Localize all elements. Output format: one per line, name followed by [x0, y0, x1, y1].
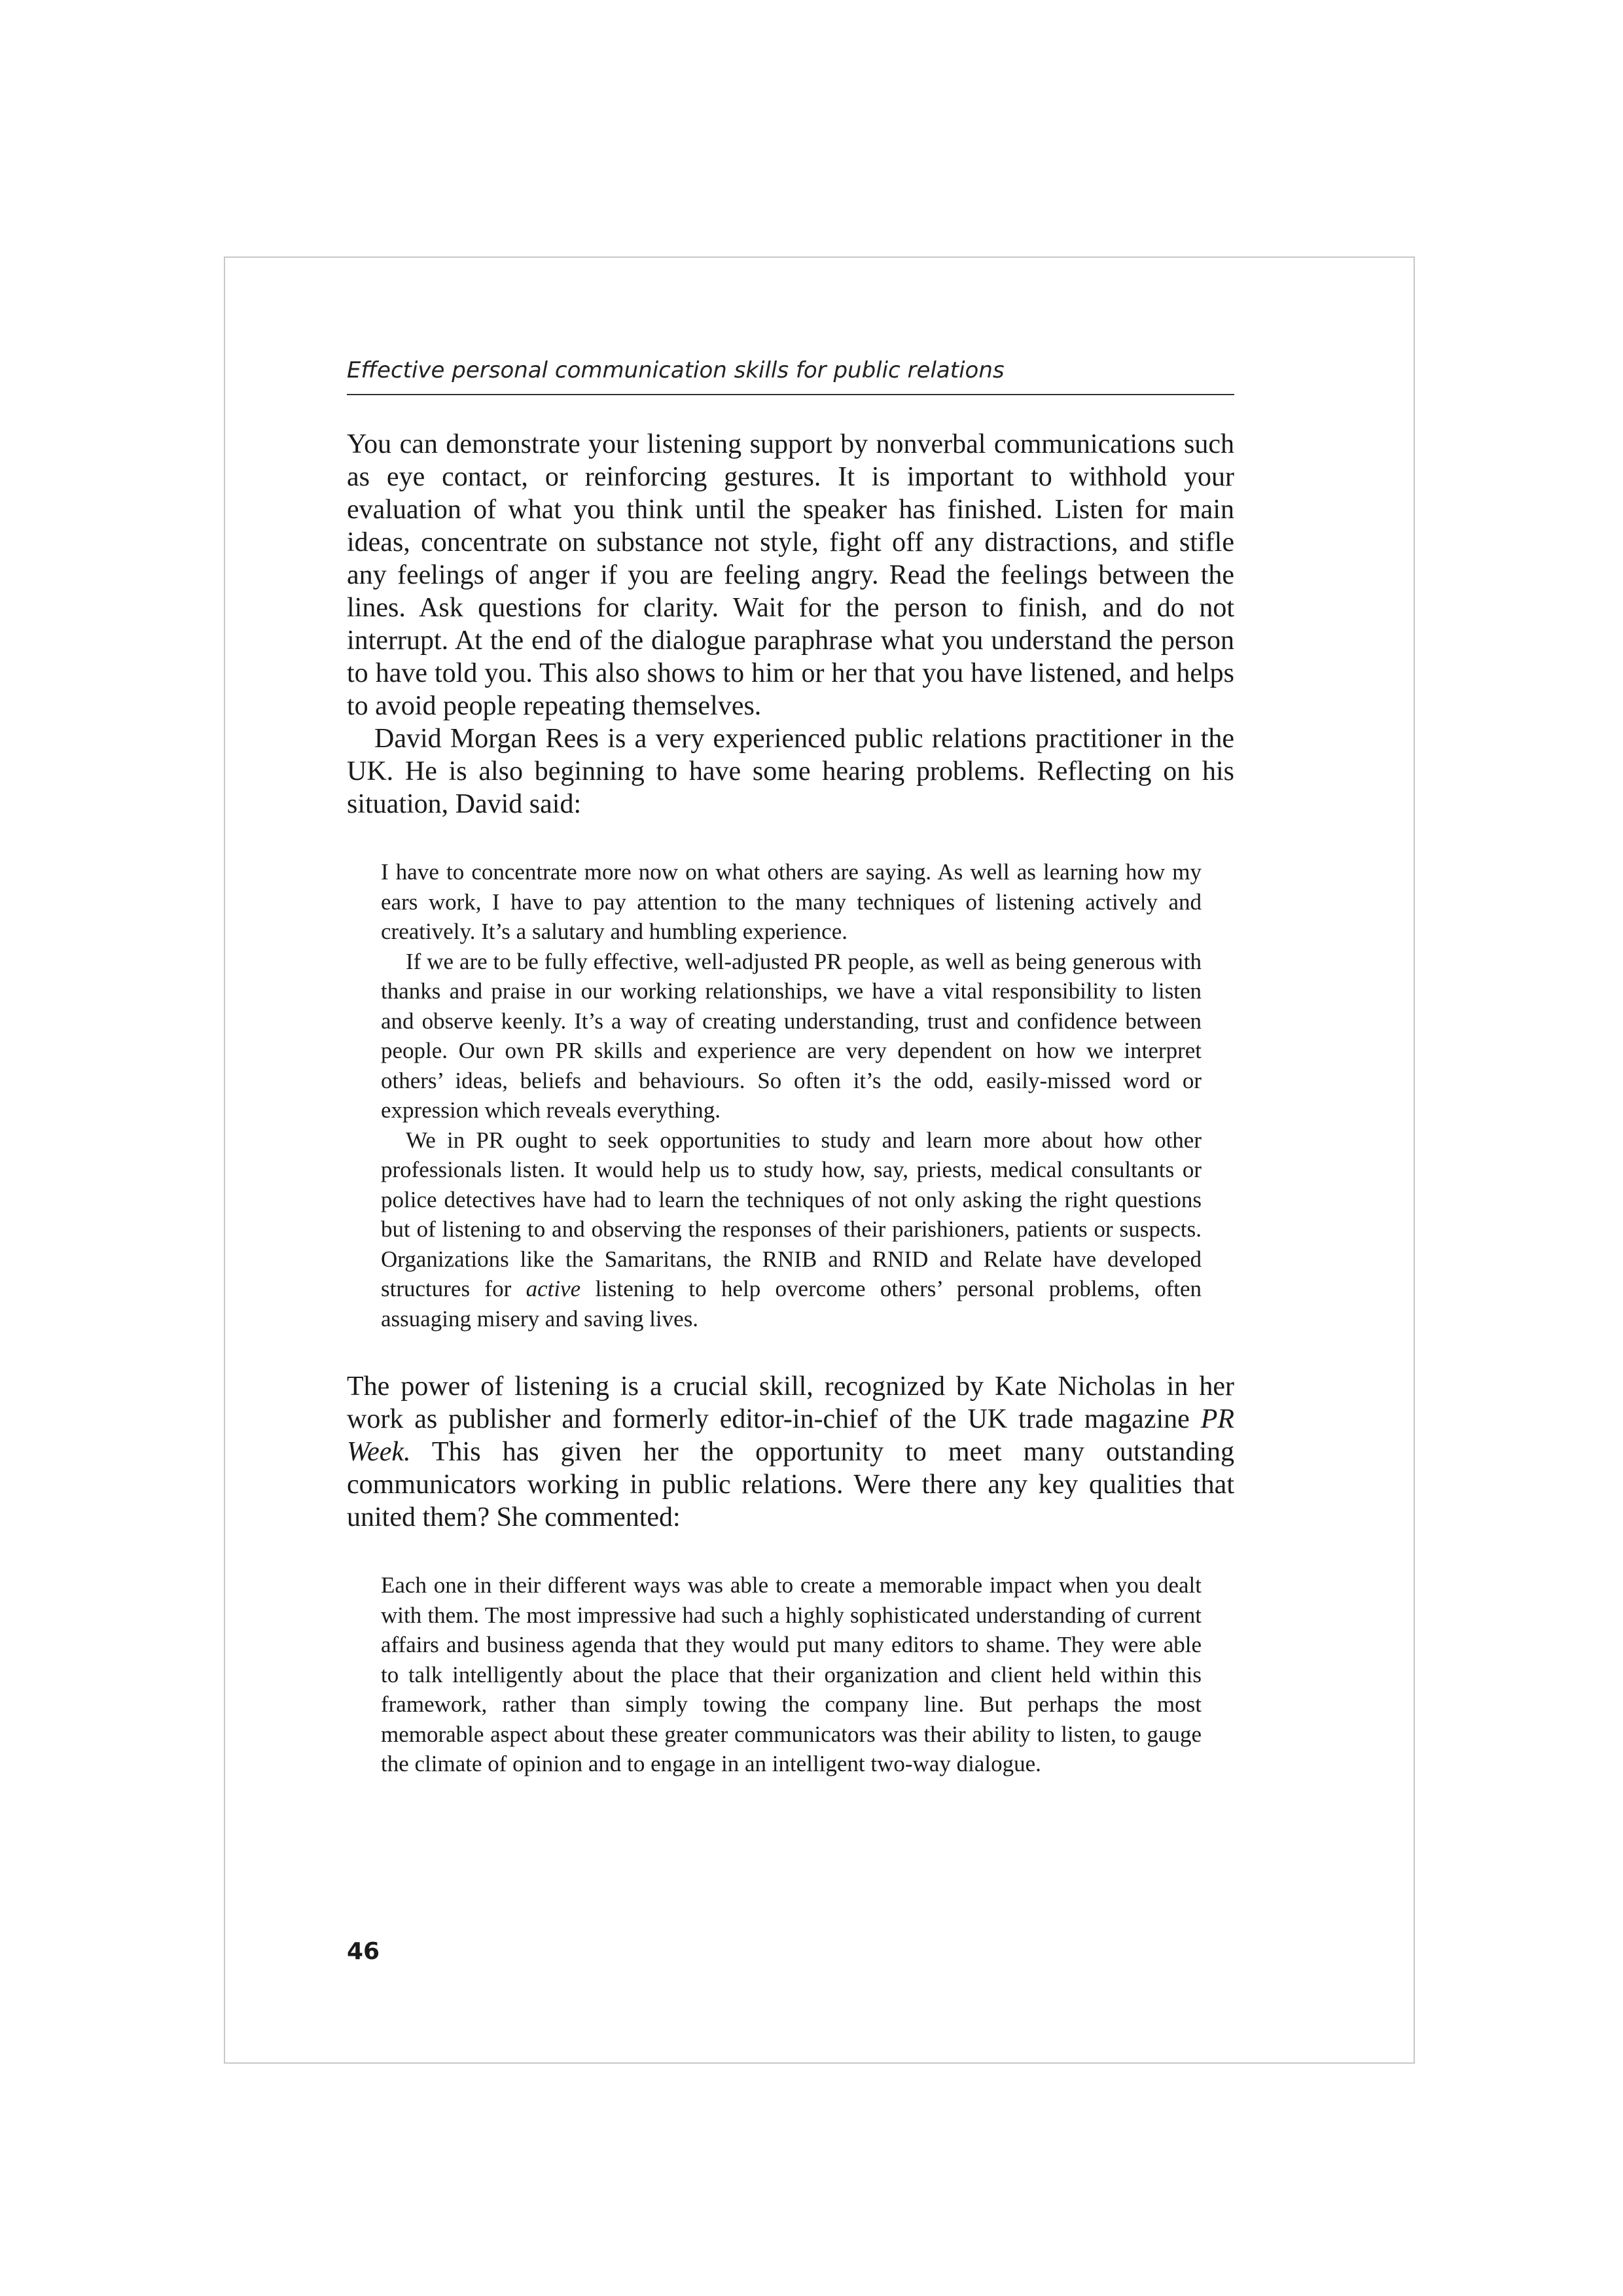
paragraph-text: The power of listening is a crucial skill, recognized by Kate Nicholas in her work as publisher and formerly editor-in-chief of the UK trade magazine — [347, 1371, 1234, 1434]
paragraph-listening-support: You can demonstrate your listening support by nonverbal communications such as eye contact, or reinforcing gestures. It is important to withhold your evaluation of what you think until the speaker has finished. Listen for main ideas, concentrate on substance not style, fight off any distractions, and stifle any feelings of anger if you are feeling angry. Read the feelings between the lines. Ask questions for clarity. Wait for the person to finish, and do not interrupt. At the end of the dialogue paraphrase what you understand the person to have told you. This also shows to him or her that you have listened, and helps to avoid people repeating themselves. — [347, 429, 1234, 721]
quote-paragraph: If we are to be fully effective, well-adjusted PR people, as well as being generous with thanks and praise in our working relationships, we have a vital responsibility to listen and observe keenly. It’s a way of creating understanding, trust and confidence between people. Our own PR skills and experience are very dependent on how we interpret others’ ideas, beliefs and behaviours. So often it’s the odd, easily-missed word or expression which reveals everything. — [381, 948, 1202, 1123]
paragraph-text: This has given her the opportunity to meet many outstanding communicators working in public relations. Were there any key qualities that united them? She commented: — [347, 1437, 1234, 1532]
paragraph-kate-nicholas — [347, 1370, 1234, 1534]
block-quote-kate — [381, 1570, 1202, 1779]
quote-emphasis: active — [526, 1276, 581, 1301]
paragraph-david-morgan-rees: David Morgan Rees is a very experienced public relations practitioner in the UK. He is also beginning to have some hearing problems. Reflecting on his situation, David said: — [347, 724, 1234, 819]
quote-paragraph — [381, 1125, 1202, 1334]
page-content — [347, 353, 1234, 1816]
block-quote-david — [381, 857, 1202, 1333]
quote-text: We in PR ought to seek opportunities to study and learn more about how other professionals listen. It would help us to study how, say, priests, medical consultants or police detectives have had to learn the techniques of not only asking the right questions but of listening to and observing the responses of their parishioners, patients or suspects. Organizations like the Samaritans, the RNIB and RNID and Relate have developed structures for — [381, 1127, 1202, 1301]
quote-paragraph: Each one in their different ways was able to create a memorable impact when you dealt with them. The most impressive had such a highly sophisticated understanding of current affairs and business agenda that they would put many editors to shame. They were able to talk intelligently about the place that their organization and client held within this framework, rather than simply towing the company line. But perhaps the most memorable aspect about these greater communicators was their ability to listen, to gauge the climate of opinion and to engage in an intelligent two-way dialogue. — [381, 1572, 1202, 1776]
quote-paragraph: I have to concentrate more now on what others are saying. As well as learning how my ears work, I have to pay attention to the many techniques of listening actively and creatively. It’s a salutary and humbling experience. — [381, 859, 1202, 944]
magazine-title: PR Week. — [347, 1404, 1234, 1467]
running-head: Effective personal communication skills for public relations — [347, 353, 1234, 395]
page-number: 46 — [347, 1938, 380, 1965]
quote-text: listening to help overcome others’ personal problems, often assuaging misery and saving lives. — [381, 1276, 1202, 1332]
